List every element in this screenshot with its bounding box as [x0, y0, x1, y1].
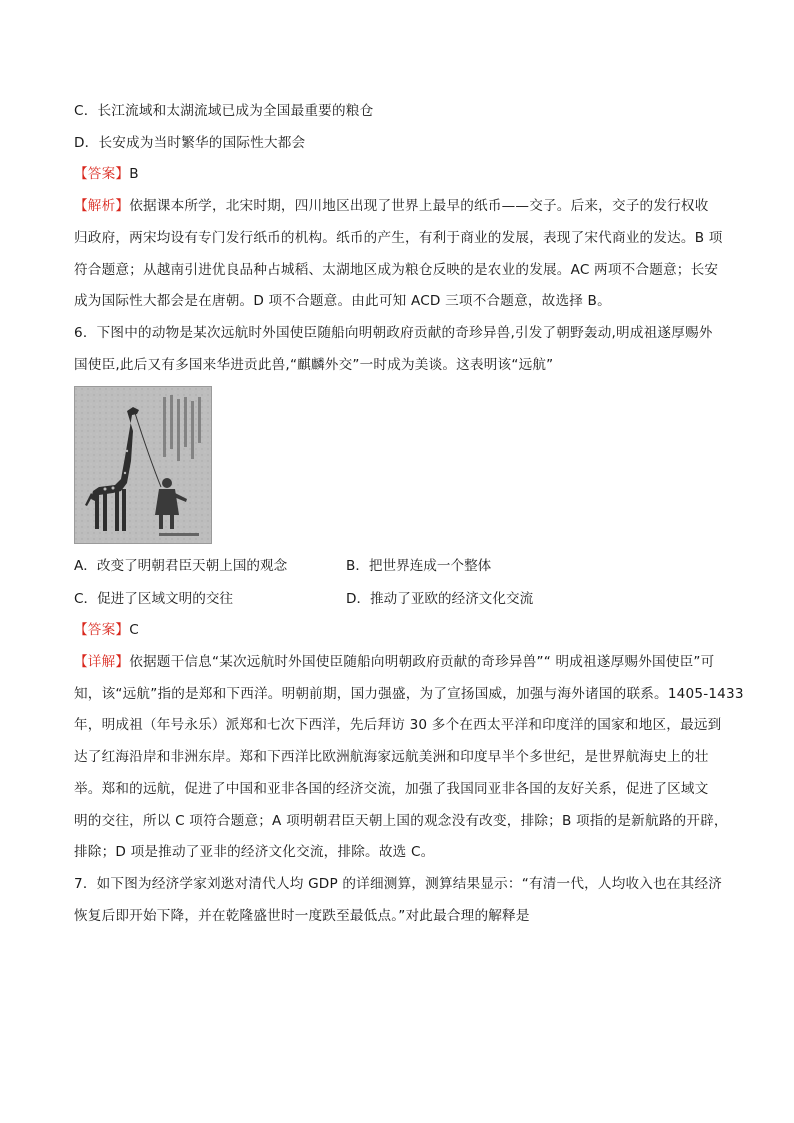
q6-detail-line-1: 【详解】依据题干信息“某次远航时外国使臣随船向明朝政府贡献的奇珍异兽”“ 明成祖遂厚赐外国使臣”可	[74, 654, 715, 670]
q6-detail-line-6: 明的交往，所以 C 项符合题意；A 项明朝君臣天朝上国的观念没有改变，排除；B 项指的是新航路的开辟，	[74, 813, 728, 829]
q6-option-b: B．把世界连成一个整体	[346, 558, 492, 574]
giraffe-illustration	[75, 387, 211, 543]
q6-detail-line-5: 举。郑和的远航，促进了中国和亚非各国的经济交流，加强了我国同亚非各国的友好关系，促进了区域文	[74, 781, 709, 797]
q7-stem-line-2: 恢复后即开始下降，并在乾隆盛世时一度跌至最低点。”对此最合理的解释是	[74, 908, 530, 924]
q6-detail-line-2: 知，该“远航”指的是郑和下西洋。明朝前期，国力强盛，为了宣扬国威，加强与海外诸国的联系。1405-1433	[74, 686, 744, 702]
giraffe-tribute-image	[74, 386, 212, 544]
q6-detail-line-3: 年，明成祖（年号永乐）派郑和七次下西洋，先后拜访 30 多个在西太平洋和印度洋的国家和地区，最远到	[74, 717, 722, 733]
analysis-tag: 【解析】	[74, 198, 130, 214]
answer-tag: 【答案】	[74, 166, 130, 182]
q5-answer	[74, 164, 734, 184]
q5-option-c: C．长江流域和太湖流域已成为全国最重要的粮仓	[74, 103, 374, 119]
answer-value: C	[129, 622, 139, 638]
q5-option-d: D．长安成为当时繁华的国际性大都会	[74, 135, 306, 151]
q6-detail-line-7: 排除；D 项是推动了亚非的经济文化交流，排除。故选 C。	[74, 844, 435, 860]
q6-stem-line-2: 国使臣,此后又有多国来华进贡此兽,“麒麟外交”一时成为美谈。这表明该“远航”	[74, 357, 554, 373]
q6-option-d: D．推动了亚欧的经济文化交流	[346, 591, 534, 607]
q5-analysis-line-2: 归政府，两宋均设有专门发行纸币的机构。纸币的产生，有利于商业的发展，表现了宋代商业的发达。B 项	[74, 230, 723, 246]
q6-answer	[74, 620, 734, 640]
q6-detail-line-4: 达了红海沿岸和非洲东岸。郑和下西洋比欧洲航海家远航美洲和印度早半个多世纪，是世界航海史上的壮	[74, 749, 709, 765]
answer-tag: 【答案】	[74, 622, 130, 638]
answer-value: B	[129, 166, 139, 182]
q6-stem-line-1: 6．下图中的动物是某次远航时外国使臣随船向明朝政府贡献的奇珍异兽,引发了朝野轰动,明成祖遂厚赐外	[74, 325, 713, 341]
q7-stem-line-1: 7．如下图为经济学家刘逖对清代人均 GDP 的详细测算，测算结果显示：“有清一代，人均收入也在其经济	[74, 876, 723, 892]
q6-option-c: C．促进了区域文明的交往	[74, 591, 234, 607]
q5-analysis-line-1: 【解析】依据课本所学，北宋时期，四川地区出现了世界上最早的纸币——交子。后来，交子的发行权收	[74, 198, 709, 214]
detail-tag: 【详解】	[74, 654, 130, 670]
q5-analysis-line-3: 符合题意；从越南引进优良品种占城稻、太湖地区成为粮仓反映的是农业的发展。AC 两项不合题意；长安	[74, 262, 719, 278]
q5-analysis-line-4: 成为国际性大都会是在唐朝。D 项不合题意。由此可知 ACD 三项不合题意，故选择 B。	[74, 293, 611, 309]
q6-option-a: A．改变了明朝君臣天朝上国的观念	[74, 558, 288, 574]
